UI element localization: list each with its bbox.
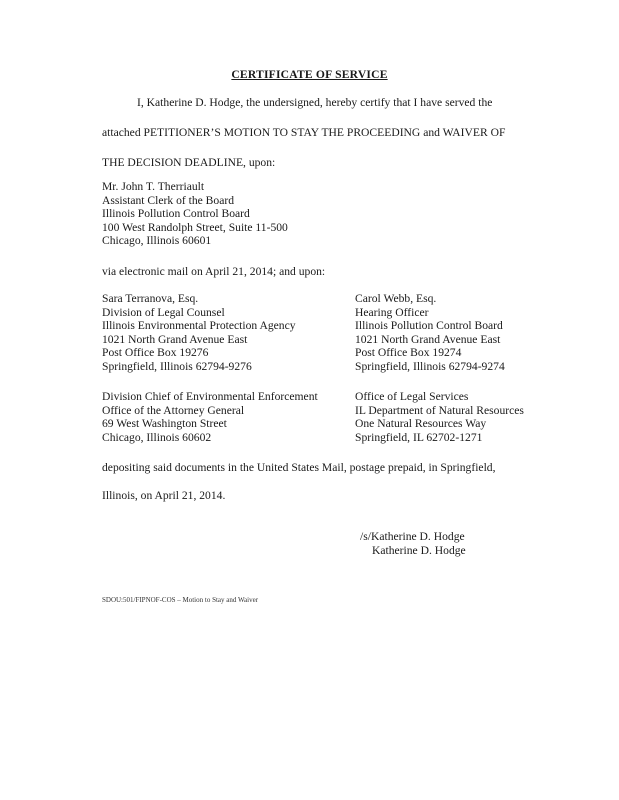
address-line: IL Department of Natural Resources [355, 403, 524, 417]
intro-line-3: THE DECISION DEADLINE, upon: [102, 156, 276, 169]
address-line: Sara Terranova, Esq. [102, 292, 199, 305]
signature-name: Katherine D. Hodge [372, 544, 466, 557]
via-email-line: via electronic mail on April 21, 2014; and upon: [102, 265, 326, 278]
address-line: Carol Webb, Esq. [355, 292, 437, 305]
address-line: 100 West Randolph Street, Suite 11-500 [102, 220, 288, 234]
address-line: Division of Legal Counsel [102, 305, 225, 319]
address-line: Springfield, Illinois 62794-9274 [355, 359, 505, 373]
intro-line-1: I, Katherine D. Hodge, the undersigned, hereby certify that I have served the [137, 96, 493, 109]
first-recipient-address [102, 180, 288, 248]
address-line: Post Office Box 19274 [355, 346, 462, 360]
address-line: 69 West Washington Street [102, 417, 227, 431]
address-line: Springfield, Illinois 62794-9276 [102, 359, 252, 373]
address-line: Illinois Pollution Control Board [355, 319, 503, 333]
address-line: Mr. John T. Therriault [102, 180, 205, 193]
address-line: Chicago, Illinois 60601 [102, 234, 212, 248]
recipient-address-left-top [102, 292, 296, 374]
address-line: 1021 North Grand Avenue East [102, 332, 248, 346]
address-line: Springfield, IL 62702-1271 [355, 430, 483, 444]
intro-line-2: attached PETITIONER’S MOTION TO STAY THE PROCEEDING and WAIVER OF [102, 126, 506, 139]
closing-line-2: Illinois, on April 21, 2014. [102, 489, 226, 502]
address-line: Chicago, Illinois 60602 [102, 430, 212, 444]
recipient-address-left-bottom [102, 390, 318, 444]
address-line: Office of the Attorney General [102, 403, 245, 417]
document-footer: SDOU:501/FIPNOF-COS – Motion to Stay and Waiver [102, 596, 259, 604]
address-line: Office of Legal Services [355, 390, 469, 403]
signature-line: /s/Katherine D. Hodge [360, 530, 465, 543]
page-title: CERTIFICATE OF SERVICE [231, 68, 388, 81]
address-line: Illinois Pollution Control Board [102, 207, 250, 221]
address-line: Post Office Box 19276 [102, 346, 209, 360]
address-line: 1021 North Grand Avenue East [355, 332, 501, 346]
recipient-address-right-top [355, 292, 505, 374]
address-line: Hearing Officer [355, 305, 429, 319]
address-line: Assistant Clerk of the Board [102, 193, 235, 207]
address-line: One Natural Resources Way [355, 417, 487, 431]
closing-line-1: depositing said documents in the United States Mail, postage prepaid, in Springfield, [102, 461, 496, 474]
address-line: Illinois Environmental Protection Agency [102, 319, 296, 333]
recipient-address-right-bottom [355, 390, 524, 444]
address-line: Division Chief of Environmental Enforcement [102, 390, 318, 403]
